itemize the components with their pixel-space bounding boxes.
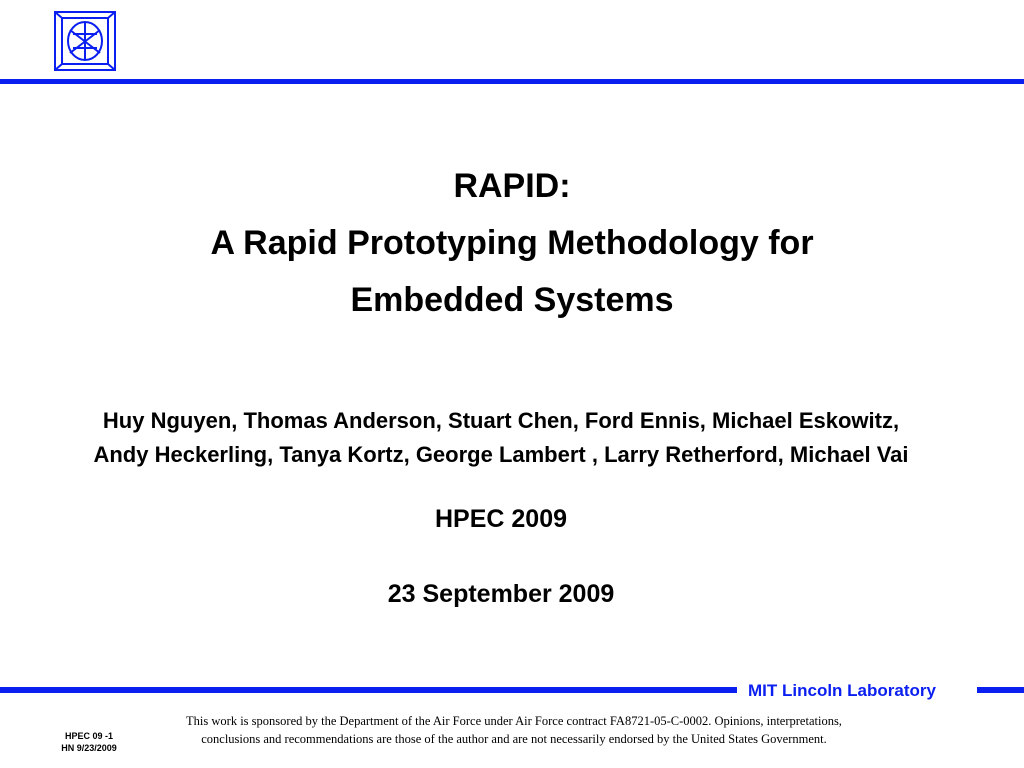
conference-name: HPEC 2009 [434,505,568,533]
disclaimer-line-1: This work is sponsored by the Department of the Air Force under Air Force contract FA8721-05-C-0002. Opinions, interpretations, [186,714,842,728]
slide-identifier [52,730,126,754]
lab-name: MIT Lincoln Laboratory [748,681,936,700]
disclaimer-line-2: conclusions and recommendations are those of the author and are not necessarily endorsed by the United States Government. [201,732,827,746]
authors-line-1: Huy Nguyen, Thomas Anderson, Stuart Chen, Ford Ennis, Michael Eskowitz, [102,408,900,433]
authors-line-2: Andy Heckerling, Tanya Kortz, George Lambert , Larry Retherford, Michael Vai [93,442,909,467]
presentation-date: 23 September 2009 [387,580,615,608]
footer-rule-right [977,687,1024,693]
slide-title [0,158,1024,329]
header-rule [0,79,1024,84]
footer-rule-left [0,687,737,693]
title-line-2: A Rapid Prototyping Methodology for [210,224,814,262]
title-line-3: Embedded Systems [350,281,674,319]
slide-id-line-2: HN 9/23/2009 [61,743,117,753]
title-line-1: RAPID: [453,167,571,205]
author-list [0,404,1002,472]
mit-ll-logo-icon [53,10,117,72]
sponsorship-disclaimer [134,712,894,748]
slide-id-line-1: HPEC 09 -1 [64,731,114,741]
